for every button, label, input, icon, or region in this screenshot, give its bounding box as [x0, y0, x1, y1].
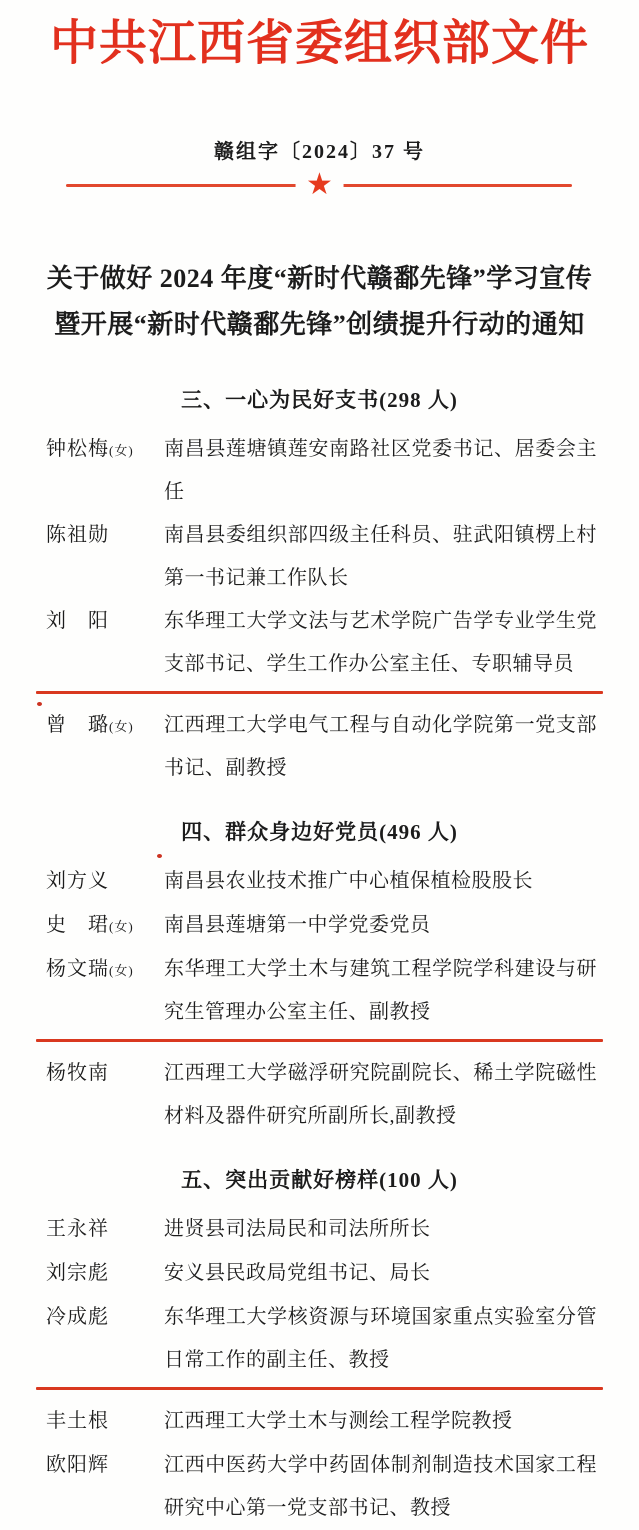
red-dot-mark [37, 702, 42, 706]
person-name [46, 600, 164, 686]
person-name-text: 欧阳辉 [46, 1453, 109, 1476]
red-underline-mark [36, 691, 603, 694]
section-heading-4-text: 四、群众身边好党员(496 人) [181, 819, 458, 844]
person-name [46, 514, 164, 600]
gender-mark: (女) [109, 918, 134, 934]
document-title-line2: 暨开展“新时代赣鄱先锋”创绩提升行动的通知 [54, 309, 585, 339]
person-title: 江西中医药大学中药固体制剂制造技术国家工程研究中心第一党支部书记、教授 [164, 1453, 597, 1519]
person-name [46, 1400, 164, 1444]
person-name [46, 860, 164, 904]
section-4-entries [0, 860, 639, 1138]
document-number: 赣组字〔2024〕37 号 [214, 140, 425, 163]
person-name [46, 1208, 164, 1252]
person-name [46, 904, 164, 948]
section-3-entries [0, 428, 639, 790]
person-title: 南昌县莲塘镇莲安南路社区党委书记、居委会主任 [164, 437, 597, 503]
document-org-title: 中共江西省委组织部文件 [49, 17, 589, 70]
list-item [0, 860, 639, 904]
person-title: 江西理工大学电气工程与自动化学院第一党支部书记、副教授 [164, 713, 597, 779]
person-name-text: 杨文瑞 [46, 957, 109, 980]
person-title: 东华理工大学土木与建筑工程学院学科建设与研究生管理办公室主任、副教授 [164, 957, 597, 1023]
gender-mark: (女) [109, 962, 134, 978]
person-name [46, 428, 164, 514]
person-name [46, 1296, 164, 1382]
person-title: 江西理工大学磁浮研究院副院长、稀土学院磁性材料及器件研究所副所长,副教授 [164, 1061, 597, 1127]
list-item [0, 600, 639, 686]
star-icon: ★ [295, 170, 344, 200]
person-name-text: 史 珺 [46, 913, 109, 936]
person-name-text: 陈祖勋 [46, 523, 109, 546]
person-name [46, 1444, 164, 1530]
person-title: 南昌县莲塘第一中学党委党员 [164, 913, 431, 936]
section-heading-3: 三、一心为民好支书(298 人) [181, 387, 458, 412]
document-title [0, 256, 639, 348]
person-name-text: 钟松梅 [46, 437, 109, 460]
person-name-text: 冷成彪 [46, 1305, 109, 1328]
red-underline-mark [36, 1039, 603, 1042]
list-item [0, 704, 639, 790]
list-item [0, 514, 639, 600]
person-name [46, 1252, 164, 1296]
person-name [46, 1052, 164, 1138]
list-item [0, 904, 639, 948]
gender-mark: (女) [109, 718, 134, 734]
person-title: 江西理工大学土木与测绘工程学院教授 [164, 1409, 513, 1432]
section-heading-4 [0, 816, 639, 846]
list-item [0, 1296, 639, 1382]
document-title-line1: 关于做好 2024 年度“新时代赣鄱先锋”学习宣传 [46, 263, 593, 293]
section-heading-5: 五、突出贡献好榜样(100 人) [181, 1167, 458, 1192]
list-item [0, 1052, 639, 1138]
person-title: 进贤县司法局民和司法所所长 [164, 1217, 431, 1240]
list-item [0, 428, 639, 514]
person-name [46, 704, 164, 790]
list-item [0, 948, 639, 1034]
red-dot-mark [157, 854, 162, 858]
gender-mark: (女) [109, 442, 134, 458]
section-5-entries [0, 1208, 639, 1530]
person-title: 东华理工大学文法与艺术学院广告学专业学生党支部书记、学生工作办公室主任、专职辅导员 [164, 609, 597, 675]
person-name-text: 曾 璐 [46, 713, 109, 736]
person-title: 南昌县农业技术推广中心植保植检股股长 [164, 869, 533, 892]
person-name-text: 刘 阳 [46, 609, 109, 632]
person-name-text: 杨牧南 [46, 1061, 109, 1084]
list-item [0, 1444, 639, 1530]
person-name-text: 刘宗彪 [46, 1261, 109, 1284]
person-name [46, 948, 164, 1034]
person-name-text: 王永祥 [46, 1217, 109, 1240]
person-name-text: 丰土根 [46, 1409, 109, 1432]
list-item [0, 1400, 639, 1444]
red-underline-mark [36, 1387, 603, 1390]
person-name-text: 刘方义 [46, 869, 109, 892]
list-item [0, 1208, 639, 1252]
list-item [0, 1252, 639, 1296]
header-rule [0, 168, 639, 204]
person-title: 东华理工大学核资源与环境国家重点实验室分管日常工作的副主任、教授 [164, 1305, 597, 1371]
person-title: 安义县民政局党组书记、局长 [164, 1261, 431, 1284]
person-title: 南昌县委组织部四级主任科员、驻武阳镇楞上村第一书记兼工作队长 [164, 523, 597, 589]
